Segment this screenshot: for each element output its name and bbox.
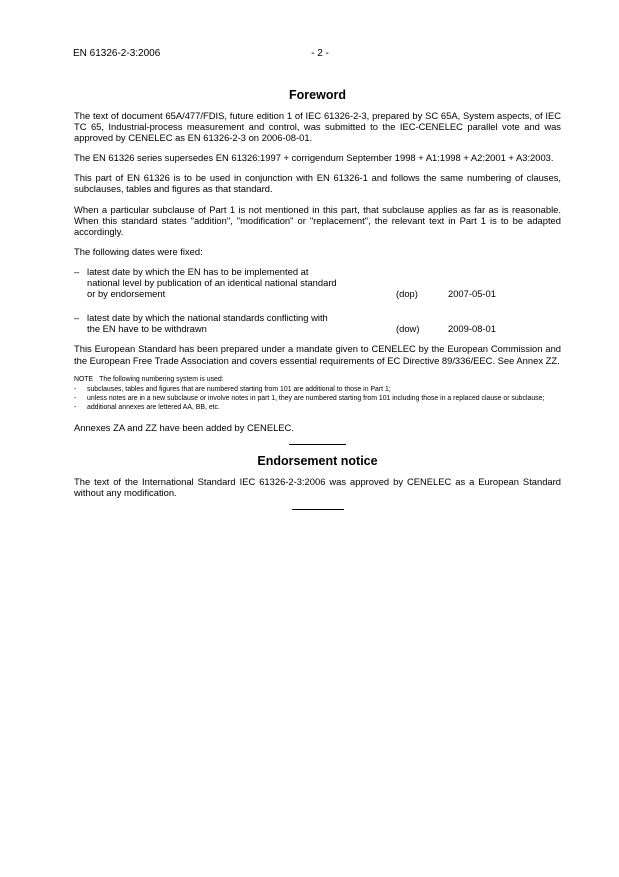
foreword-paragraph-2: The EN 61326 series supersedes EN 61326:1997 + corrigendum September 1998 + A1:1998 + A2:2001 + A3:2003. (74, 152, 554, 164)
note-label: NOTE (74, 375, 94, 383)
date-item-text: latest date by which the national standards conflicting with the EN have to be withdrawn (87, 312, 328, 335)
document-id: EN 61326-2-3:2006 (73, 48, 161, 59)
page-content (74, 88, 561, 510)
date-value: 2009-08-01 (448, 323, 496, 335)
date-value: 2007-05-01 (448, 288, 496, 300)
note-item: - unless notes are in a new subclause or involve notes in part 1, they are numbered starting from 101 including those in a replaced clause or subclause; (74, 395, 545, 402)
note-bullet: - (74, 404, 77, 412)
date-item-text: latest date by which the EN has to be implemented at national level by publication of an identical national standard or by endorsement (87, 265, 337, 300)
foreword-paragraph-1: The text of document 65A/477/FDIS, future edition 1 of IEC 61326-2-3, prepared by SC 65A, System aspects, of IEC TC 65, Industrial-process measurement and control, was submitted to the IEC-CENELEC parallel vote and was approved by CENELEC as EN 61326-2-3 on 2006-08-01. (74, 110, 561, 144)
note-bullet: - (74, 385, 77, 393)
section-divider (289, 444, 346, 445)
page-number: - 2 - (311, 48, 329, 59)
mandate-paragraph: This European Standard has been prepared under a mandate given to CENELEC by the European Commission and the European Free Trade Association and covers essential requirements of EC Directive 89/336/EEC. See Annex ZZ. (74, 343, 561, 366)
endorsement-paragraph: The text of the International Standard IEC 61326-2-3:2006 was approved by CENELEC as a European Standard without any modification. (74, 475, 561, 498)
dates-intro: The following dates were fixed: (74, 245, 203, 257)
foreword-paragraph-3: This part of EN 61326 is to be used in conjunction with EN 61326-1 and follows the same numbering of clauses, subclauses, tables and figures as that standard. (74, 172, 561, 195)
foreword-paragraph-4: When a particular subclause of Part 1 is not mentioned in this part, that subclause applies as far as is reasonable. When this standard states "addition", "modification" or "replacement", the relevant text in Part 1 is to be adapted accordingly. (74, 203, 561, 237)
endorsement-title: Endorsement notice (257, 453, 378, 468)
end-divider (292, 509, 344, 510)
annexes-paragraph: Annexes ZA and ZZ have been added by CENELEC. (74, 422, 294, 434)
list-dash: – (74, 265, 80, 277)
numbering-note (74, 375, 561, 413)
foreword-title: Foreword (289, 88, 346, 102)
note-intro: The following numbering system is used: (99, 375, 224, 383)
note-item: - additional annexes are lettered AA, BB, etc. (74, 404, 220, 412)
note-bullet: - (74, 395, 77, 402)
date-item-dow (74, 312, 561, 334)
date-code: (dow) (396, 323, 420, 335)
date-code: (dop) (396, 288, 418, 300)
note-item: - subclauses, tables and figures that are numbered starting from 101 are additional to those in Part 1; (74, 385, 391, 393)
date-item-dop (74, 266, 561, 299)
list-dash: – (74, 312, 80, 324)
